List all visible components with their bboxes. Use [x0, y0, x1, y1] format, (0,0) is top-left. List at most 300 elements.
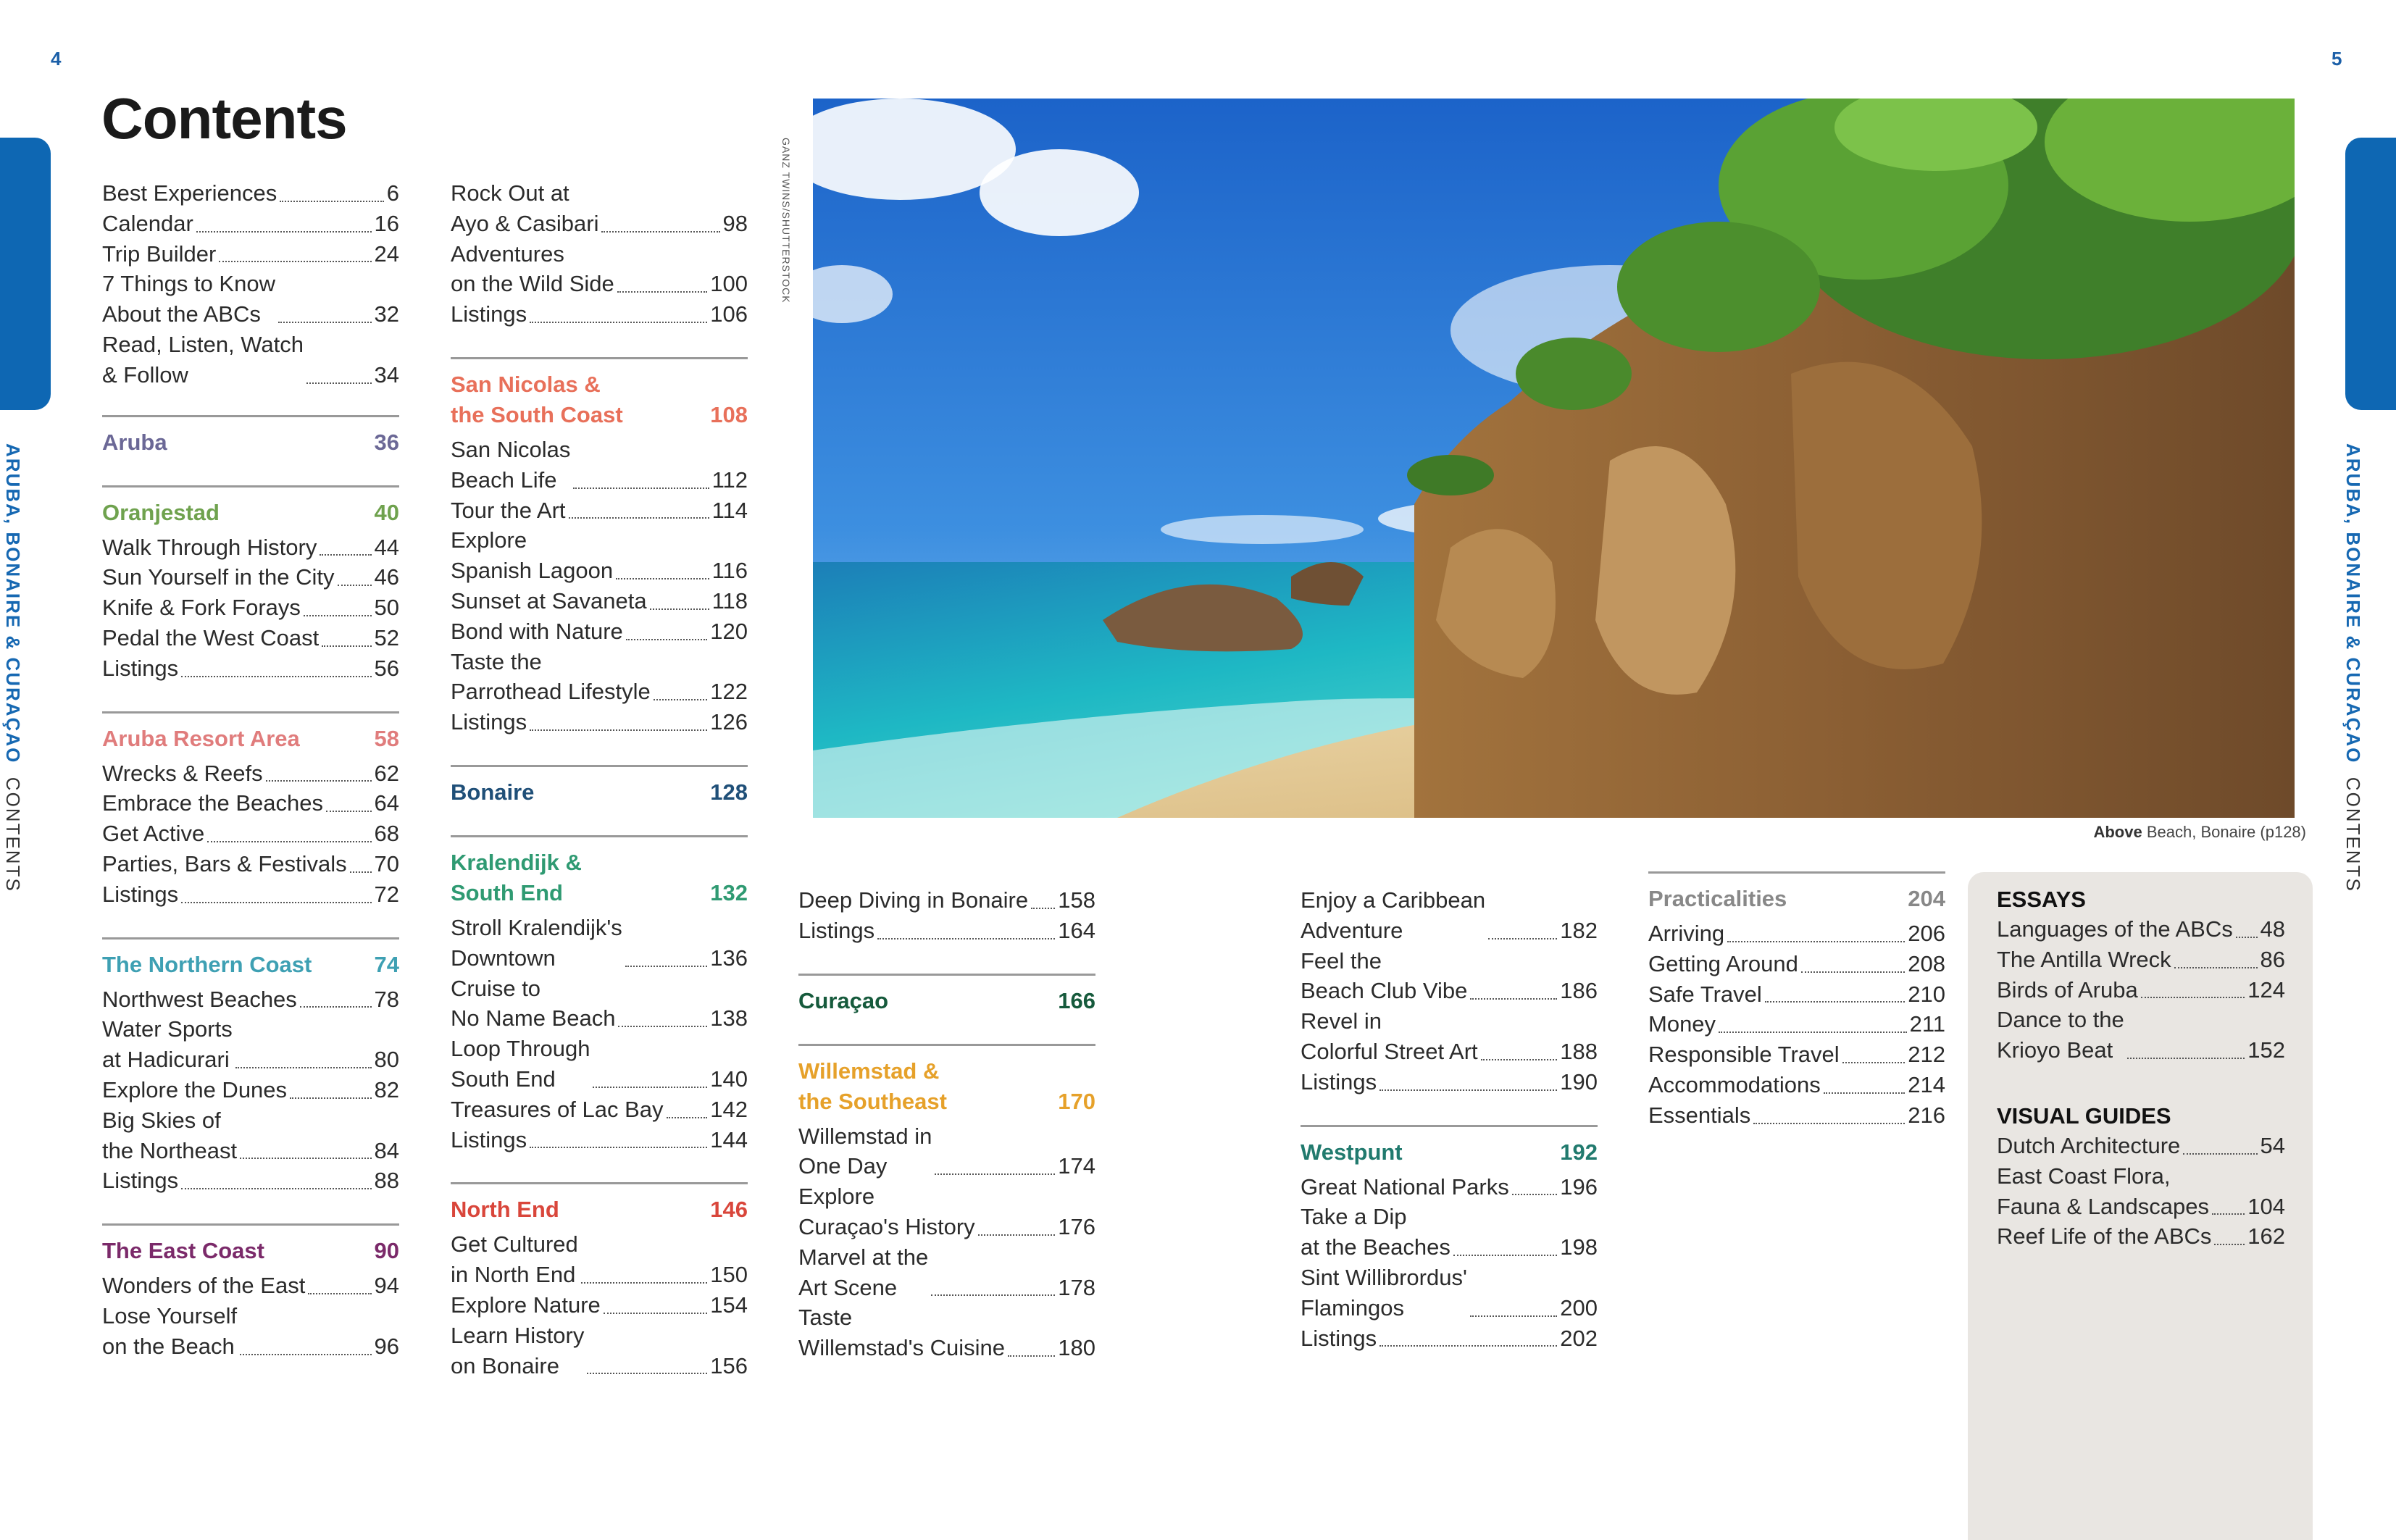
toc-entry-title: Arriving	[1648, 921, 1725, 946]
toc-entry-title: Adventures on the Wild Side	[451, 240, 614, 297]
right-side-label	[2342, 443, 2364, 892]
toc-column-3	[798, 885, 1095, 1363]
toc-entry-page: 34	[374, 361, 399, 388]
toc-entry-page: 190	[1560, 1068, 1598, 1095]
dot-leader	[1765, 1001, 1905, 1003]
toc-entry-great-national-parks[interactable]	[1301, 1172, 1598, 1202]
toc-entry-title: Marvel at the Art Scene	[798, 1244, 929, 1300]
toc-entry-title: Parties, Bars & Festivals	[102, 850, 347, 876]
toc-entry-title: Safe Travel	[1648, 981, 1762, 1007]
toc-entry-money[interactable]	[1648, 1009, 1945, 1039]
section-heading-label: Curaçao	[798, 987, 889, 1013]
section-heading[interactable]	[102, 940, 399, 980]
toc-entry-responsible-travel[interactable]	[1648, 1039, 1945, 1070]
dot-leader	[1719, 1031, 1907, 1033]
section-heading[interactable]	[1648, 874, 1945, 914]
toc-entry-page: 126	[710, 709, 748, 735]
toc-entry-page: 80	[374, 1047, 399, 1073]
toc-entry-page: 96	[374, 1333, 399, 1359]
toc-section-cura-ao	[798, 974, 1095, 1016]
dot-leader	[1842, 1062, 1905, 1063]
toc-entry-title: Wonders of the East	[102, 1273, 306, 1299]
toc-entry-title: Taste the Parrothead Lifestyle	[451, 648, 651, 705]
dot-leader	[320, 554, 371, 556]
toc-entry-accommodations[interactable]	[1648, 1070, 1945, 1100]
toc-entry-title: Dance to the Krioyo Beat	[1997, 1007, 2124, 1063]
toc-entry-title: Northwest Beaches	[102, 986, 297, 1012]
right-page-number: 5	[2332, 48, 2342, 70]
toc-column-2	[451, 178, 748, 1381]
toc-entry-birds-of-aruba[interactable]	[1997, 975, 2285, 1005]
dot-leader	[300, 1006, 372, 1008]
toc-entry-title: Treasures of Lac Bay	[451, 1096, 664, 1122]
dot-leader	[266, 780, 372, 782]
toc-section-oranjestad	[102, 485, 399, 684]
beach-photo	[813, 99, 2295, 818]
toc-entry-title: Listings	[451, 1126, 527, 1152]
dot-leader	[2236, 937, 2258, 938]
toc-entry-listings[interactable]	[1301, 1323, 1598, 1354]
section-heading-page: 204	[1908, 886, 1945, 911]
caption-text: Beach, Bonaire (p128)	[2142, 823, 2306, 841]
toc-entry-taste-willemstad-s-cuisine[interactable]	[798, 1302, 1095, 1363]
toc-entry-page: 62	[374, 760, 399, 786]
dot-leader	[240, 1158, 371, 1159]
toc-entry-title: Listings	[798, 917, 875, 943]
toc-entry-page: 72	[374, 881, 399, 907]
dot-leader	[530, 322, 707, 323]
toc-entry-listings[interactable]	[798, 916, 1095, 946]
dot-leader	[1801, 971, 1905, 973]
toc-entry-treasures-of-lac-bay[interactable]	[451, 1095, 748, 1125]
toc-entry-page: 46	[374, 564, 399, 590]
toc-entry-tour-the-art[interactable]	[451, 495, 748, 526]
toc-entry-feel-the-beach-club-vibe[interactable]	[1301, 946, 1598, 1007]
dot-leader	[587, 1373, 707, 1374]
toc-entry-title: Explore Nature	[451, 1292, 601, 1318]
section-heading[interactable]	[102, 487, 399, 528]
toc-entry-sunset-at-savaneta[interactable]	[451, 586, 748, 616]
toc-entry-page: 32	[374, 301, 399, 327]
toc-section	[798, 885, 1095, 946]
photo-credit: GANZ TWINS/SHUTTERSTOCK	[780, 138, 792, 304]
toc-entry-title: Tour the Art	[451, 497, 566, 523]
toc-entry-page: 176	[1058, 1213, 1095, 1239]
section-heading-page: 40	[374, 499, 399, 525]
toc-entry-page: 50	[374, 595, 399, 621]
toc-entry-page: 174	[1058, 1153, 1095, 1179]
dot-leader	[667, 1117, 708, 1118]
section-heading-label: Westpunt	[1301, 1139, 1403, 1165]
caption-lead: Above	[2093, 823, 2142, 841]
toc-entry-dutch-architecture[interactable]	[1997, 1131, 2285, 1161]
toc-entry-page: 86	[2260, 946, 2285, 972]
toc-section	[451, 178, 748, 330]
section-heading-label: Aruba	[102, 429, 167, 455]
toc-section	[102, 178, 399, 390]
dot-leader	[2183, 1153, 2257, 1155]
dot-leader	[593, 1087, 707, 1088]
toc-entry-wrecks-reefs[interactable]	[102, 758, 399, 789]
toc-entry-best-experiences[interactable]	[102, 178, 399, 209]
toc-entry-page: 142	[710, 1096, 748, 1122]
dot-leader	[604, 1313, 707, 1314]
toc-entry-title: Languages of the ABCs	[1997, 916, 2233, 942]
section-heading-page: 132	[710, 879, 748, 905]
toc-entry-title: Wrecks & Reefs	[102, 760, 263, 786]
dot-leader	[573, 487, 709, 489]
toc-entry-page: 24	[374, 240, 399, 267]
toc-entry-listings[interactable]	[451, 299, 748, 330]
dot-leader	[1379, 1345, 1557, 1347]
section-heading-page: 36	[374, 429, 399, 455]
toc-entry-getting-around[interactable]	[1648, 949, 1945, 979]
toc-section-practicalities	[1648, 871, 1945, 1131]
toc-entry-page: 64	[374, 790, 399, 816]
dot-leader	[2212, 1213, 2245, 1215]
toc-entry-page: 100	[710, 271, 748, 297]
toc-entry-page: 138	[710, 1005, 748, 1031]
dot-leader	[181, 902, 371, 903]
toc-entry-title: Getting Around	[1648, 950, 1798, 976]
toc-entry-page: 136	[710, 945, 748, 971]
section-heading-page: 166	[1058, 987, 1095, 1013]
section-heading[interactable]	[451, 767, 748, 808]
toc-entry-title: Listings	[451, 301, 527, 327]
toc-entry-arriving[interactable]	[1648, 918, 1945, 949]
toc-entry-title: Explore Spanish Lagoon	[451, 527, 614, 584]
left-section-tab	[0, 138, 51, 410]
toc-section-westpunt	[1301, 1125, 1598, 1354]
toc-entry-parties-bars-festivals[interactable]	[102, 849, 399, 879]
toc-entry-wonders-of-the-east[interactable]	[102, 1271, 399, 1301]
toc-entry-sun-yourself-in-the-city[interactable]	[102, 562, 399, 593]
toc-entry-page: 124	[2247, 976, 2285, 1003]
toc-entry-explore-the-dunes[interactable]	[102, 1075, 399, 1105]
toc-entry-get-active[interactable]	[102, 819, 399, 849]
toc-entry-title: Listings	[451, 709, 527, 735]
section-heading[interactable]	[798, 976, 1095, 1016]
dot-leader	[2174, 967, 2258, 968]
toc-entry-title: Walk Through History	[102, 534, 317, 560]
toc-entry-title: Cruise to No Name Beach	[451, 975, 616, 1031]
visual-guides-list	[1997, 1131, 2285, 1252]
section-heading[interactable]	[1301, 1127, 1598, 1168]
toc-entry-page: 120	[710, 618, 748, 644]
dot-leader	[235, 1067, 372, 1068]
dot-leader	[280, 201, 384, 202]
toc-entry-title: San Nicolas Beach Life	[451, 436, 571, 493]
toc-column-5	[1648, 871, 1945, 1131]
section-heading[interactable]	[102, 417, 399, 458]
toc-section-the-east-coast	[102, 1223, 399, 1361]
toc-section-san-nicolas-the-south-coast	[451, 357, 748, 737]
toc-section-aruba-resort-area	[102, 711, 399, 910]
toc-entry-explore-nature[interactable]	[451, 1290, 748, 1321]
dot-leader	[1488, 938, 1557, 940]
dot-leader	[1824, 1092, 1905, 1094]
toc-entry-listings[interactable]	[102, 879, 399, 910]
dot-leader	[219, 261, 371, 262]
toc-entry-sint-willibrordus-flamingos[interactable]	[1301, 1263, 1598, 1323]
toc-entry-page: 68	[374, 821, 399, 847]
toc-entry-title: The Antilla Wreck	[1997, 946, 2171, 972]
dot-leader	[978, 1234, 1056, 1236]
toc-entry-title: Lose Yourself on the Beach	[102, 1302, 238, 1359]
dot-leader	[935, 1173, 1055, 1175]
toc-entry-title: Rock Out at Ayo & Casibari	[451, 180, 599, 236]
section-heading-page: 90	[374, 1238, 399, 1264]
toc-section-north-end	[451, 1182, 748, 1381]
toc-entry-take-a-dip-at-the-beaches[interactable]	[1301, 1202, 1598, 1263]
dot-leader	[322, 645, 371, 647]
section-heading[interactable]	[102, 1226, 399, 1266]
toc-entry-title: Embrace the Beaches	[102, 790, 324, 816]
toc-entry-reef-life-of-the-abcs[interactable]	[1997, 1221, 2285, 1252]
essays-heading: ESSAYS	[1997, 887, 2086, 912]
toc-entry-page: 206	[1908, 921, 1945, 946]
dot-leader	[650, 608, 709, 610]
toc-entry-title: Deep Diving in Bonaire	[798, 887, 1029, 913]
toc-entry-title: Listings	[102, 1168, 179, 1194]
toc-entry-page: 78	[374, 986, 399, 1012]
toc-entry-page: 162	[2247, 1223, 2285, 1250]
section-heading-label: Aruba Resort Area	[102, 725, 300, 751]
toc-entry-water-sports-at-hadicurari[interactable]	[102, 1014, 399, 1075]
toc-section	[1301, 885, 1598, 1097]
dot-leader	[290, 1097, 371, 1099]
section-heading[interactable]	[451, 1184, 748, 1225]
toc-entry-page: 164	[1058, 917, 1095, 943]
toc-entry-title: Listings	[102, 881, 179, 907]
toc-section-willemstad-the-southeast	[798, 1044, 1095, 1363]
section-heading[interactable]	[798, 1046, 1095, 1117]
dot-leader	[2141, 997, 2245, 998]
toc-entry-rock-out-at-ayo-casibari[interactable]	[451, 178, 748, 239]
toc-entry-title: Listings	[1301, 1325, 1377, 1351]
section-heading-page: 128	[710, 779, 748, 805]
toc-column-1	[102, 178, 399, 1362]
dot-leader	[2127, 1058, 2245, 1059]
section-heading[interactable]	[451, 837, 748, 908]
dot-leader	[181, 1188, 371, 1189]
toc-entry-walk-through-history[interactable]	[102, 532, 399, 563]
toc-entry-title: Reef Life of the ABCs	[1997, 1223, 2212, 1250]
dot-leader	[626, 639, 707, 640]
toc-entry-title: Sun Yourself in the City	[102, 564, 335, 590]
section-heading-label: The Northern Coast	[102, 951, 312, 977]
toc-entry-get-cultured-in-north-end[interactable]	[451, 1229, 748, 1290]
toc-entry-page: 44	[374, 534, 399, 560]
toc-entry-title: Get Cultured in North End	[451, 1231, 578, 1288]
toc-entry-listings[interactable]	[1301, 1067, 1598, 1097]
toc-entry-loop-through-south-end[interactable]	[451, 1034, 748, 1095]
toc-entry-northwest-beaches[interactable]	[102, 984, 399, 1015]
toc-entry-page: 144	[710, 1126, 748, 1152]
dot-leader	[1453, 1255, 1557, 1256]
dot-leader	[877, 938, 1055, 940]
page-title: Contents	[101, 86, 347, 151]
toc-entry-dance-to-the-krioyo-beat[interactable]	[1997, 1005, 2285, 1066]
section-heading-label: Practicalities	[1648, 886, 1787, 911]
toc-entry-page: 202	[1560, 1325, 1598, 1351]
toc-entry-title: Birds of Aruba	[1997, 976, 2138, 1003]
toc-entry-page: 210	[1908, 981, 1945, 1007]
toc-entry-page: 84	[374, 1137, 399, 1163]
dot-leader	[617, 291, 708, 293]
toc-entry-page: 200	[1560, 1294, 1598, 1321]
toc-entry-knife-fork-forays[interactable]	[102, 593, 399, 623]
toc-entry-listings[interactable]	[451, 1125, 748, 1155]
toc-entry-page: 152	[2247, 1037, 2285, 1063]
toc-entry-title: Revel in Colorful Street Art	[1301, 1008, 1478, 1064]
toc-entry-page: 140	[710, 1066, 748, 1092]
toc-entry-page: 156	[710, 1352, 748, 1378]
section-heading-page: 146	[710, 1197, 748, 1223]
toc-entry-the-antilla-wreck[interactable]	[1997, 945, 2285, 975]
toc-entry-title: Explore Curaçao's History	[798, 1184, 975, 1239]
dot-leader	[581, 1282, 708, 1284]
dot-leader	[654, 699, 708, 700]
toc-entry-revel-in-colorful-street-art[interactable]	[1301, 1006, 1598, 1067]
toc-entry-page: 182	[1560, 917, 1598, 943]
section-heading-page: 58	[374, 725, 399, 751]
toc-entry-lose-yourself-on-the-beach[interactable]	[102, 1301, 399, 1362]
toc-entry-stroll-kralendijk-s-downtown[interactable]	[451, 913, 748, 974]
toc-entry-embrace-the-beaches[interactable]	[102, 788, 399, 819]
toc-entry-explore-cura-ao-s-history[interactable]	[798, 1181, 1095, 1242]
toc-entry-listings[interactable]	[102, 653, 399, 684]
toc-entry-taste-the-parrothead-lifestyle[interactable]	[451, 647, 748, 708]
dot-leader	[1470, 998, 1557, 1000]
dot-leader	[1512, 1194, 1558, 1195]
dot-leader	[306, 382, 372, 384]
dot-leader	[278, 322, 372, 323]
toc-entry-title: Money	[1648, 1011, 1716, 1037]
section-heading-label: Oranjestad	[102, 499, 220, 525]
toc-entry-trip-builder[interactable]	[102, 239, 399, 269]
toc-entry-title: Essentials	[1648, 1102, 1751, 1128]
toc-entry-essentials[interactable]	[1648, 1100, 1945, 1131]
right-section-tab	[2345, 138, 2396, 410]
toc-entry-title: Pedal the West Coast	[102, 624, 320, 650]
toc-entry-enjoy-a-caribbean-adventure[interactable]	[1301, 885, 1598, 946]
toc-entry-cruise-to-no-name-beach[interactable]	[451, 974, 748, 1034]
dot-leader	[1470, 1315, 1557, 1317]
toc-entry-page: 118	[711, 587, 748, 614]
section-heading-label: The East Coast	[102, 1238, 264, 1264]
toc-entry-title: Sint Willibrordus' Flamingos	[1301, 1264, 1467, 1321]
toc-entry-title: Learn History on Bonaire	[451, 1322, 585, 1378]
section-heading-label: North End	[451, 1197, 559, 1223]
dot-leader	[1008, 1355, 1055, 1357]
toc-entry-title: Dutch Architecture	[1997, 1132, 2181, 1158]
toc-entry-page: 116	[711, 558, 748, 584]
toc-section-the-northern-coast	[102, 937, 399, 1197]
toc-entry-title: Great National Parks	[1301, 1173, 1509, 1200]
toc-entry-title: Trip Builder	[102, 240, 217, 267]
toc-entry-marvel-at-the-art-scene[interactable]	[798, 1242, 1095, 1303]
side-label-section: CONTENTS	[2342, 777, 2364, 892]
toc-entry-san-nicolas-beach-life[interactable]	[451, 435, 748, 495]
toc-entry-east-coast-flora-fauna-landscapes[interactable]	[1997, 1161, 2285, 1222]
section-heading-label: Willemstad & the Southeast	[798, 1058, 947, 1114]
toc-entry-page: 112	[711, 466, 748, 493]
toc-entry-calendar[interactable]	[102, 209, 399, 239]
section-heading-page: 170	[1058, 1088, 1095, 1114]
toc-entry-title: Stroll Kralendijk's Downtown	[451, 914, 622, 971]
dot-leader	[240, 1354, 371, 1355]
section-heading-label: Kralendijk & South End	[451, 849, 582, 905]
dot-leader	[196, 231, 372, 233]
toc-entry-pedal-the-west-coast[interactable]	[102, 623, 399, 653]
toc-entry-learn-history-on-bonaire[interactable]	[451, 1321, 748, 1381]
dot-leader	[1481, 1059, 1558, 1060]
toc-entry-title: Accommodations	[1648, 1071, 1821, 1097]
toc-entry-read-listen-watch-follow[interactable]	[102, 330, 399, 390]
toc-entry-page: 186	[1560, 978, 1598, 1004]
toc-entry-deep-diving-in-bonaire[interactable]	[798, 885, 1095, 916]
toc-entry-title: Listings	[102, 655, 179, 681]
toc-entry-explore-spanish-lagoon[interactable]	[451, 525, 748, 586]
toc-entry-page: 212	[1908, 1042, 1945, 1068]
toc-entry-big-skies-of-the-northeast[interactable]	[102, 1105, 399, 1166]
toc-entry-page: 56	[374, 655, 399, 681]
toc-entry-page: 198	[1560, 1234, 1598, 1260]
toc-entry-languages-of-the-abcs[interactable]	[1997, 914, 2285, 945]
dot-leader	[326, 811, 372, 812]
section-heading-page: 192	[1560, 1139, 1598, 1165]
dot-leader	[1727, 941, 1905, 942]
section-heading[interactable]	[451, 359, 748, 430]
toc-entry-adventures-on-the-wild-side[interactable]	[451, 239, 748, 300]
essays-list	[1997, 914, 2285, 1066]
toc-section-aruba	[102, 415, 399, 458]
toc-entry-safe-travel[interactable]	[1648, 979, 1945, 1010]
section-heading-label: Bonaire	[451, 779, 535, 805]
toc-entry-listings[interactable]	[451, 707, 748, 737]
toc-entry-page: 70	[374, 850, 399, 876]
toc-entry-page: 16	[374, 210, 399, 236]
toc-entry-title: Take a Dip at the Beaches	[1301, 1204, 1450, 1260]
toc-entry-bond-with-nature[interactable]	[451, 616, 748, 647]
toc-entry-title: Calendar	[102, 210, 193, 236]
toc-entry-listings[interactable]	[102, 1166, 399, 1196]
visual-guides-heading: VISUAL GUIDES	[1997, 1102, 2171, 1129]
toc-entry-title: Best Experiences	[102, 180, 277, 206]
toc-entry-title: Knife & Fork Forays	[102, 595, 301, 621]
toc-entry-page: 180	[1058, 1335, 1095, 1361]
section-heading[interactable]	[102, 713, 399, 754]
toc-entry-willemstad-in-one-day[interactable]	[798, 1121, 1095, 1182]
toc-entry-title: Read, Listen, Watch & Follow	[102, 331, 304, 388]
toc-entry-page: 94	[374, 1273, 399, 1299]
photo-caption	[2093, 823, 2306, 842]
toc-entry-7-things-to-know-about-the-abcs[interactable]	[102, 269, 399, 330]
toc-entry-page: 150	[710, 1262, 748, 1288]
toc-entry-page: 214	[1908, 1071, 1945, 1097]
left-side-label	[1, 443, 24, 892]
toc-entry-title: East Coast Flora, Fauna & Landscapes	[1997, 1163, 2209, 1219]
toc-entry-title: Water Sports at Hadicurari	[102, 1016, 233, 1073]
dot-leader	[1031, 908, 1055, 909]
dot-leader	[530, 729, 707, 731]
dot-leader	[304, 615, 372, 616]
toc-entry-page: 82	[374, 1076, 399, 1102]
side-label-book: ARUBA, BONAIRE & CURAÇAO	[2342, 443, 2364, 764]
dot-leader	[931, 1294, 1055, 1296]
dot-leader	[1753, 1123, 1905, 1124]
